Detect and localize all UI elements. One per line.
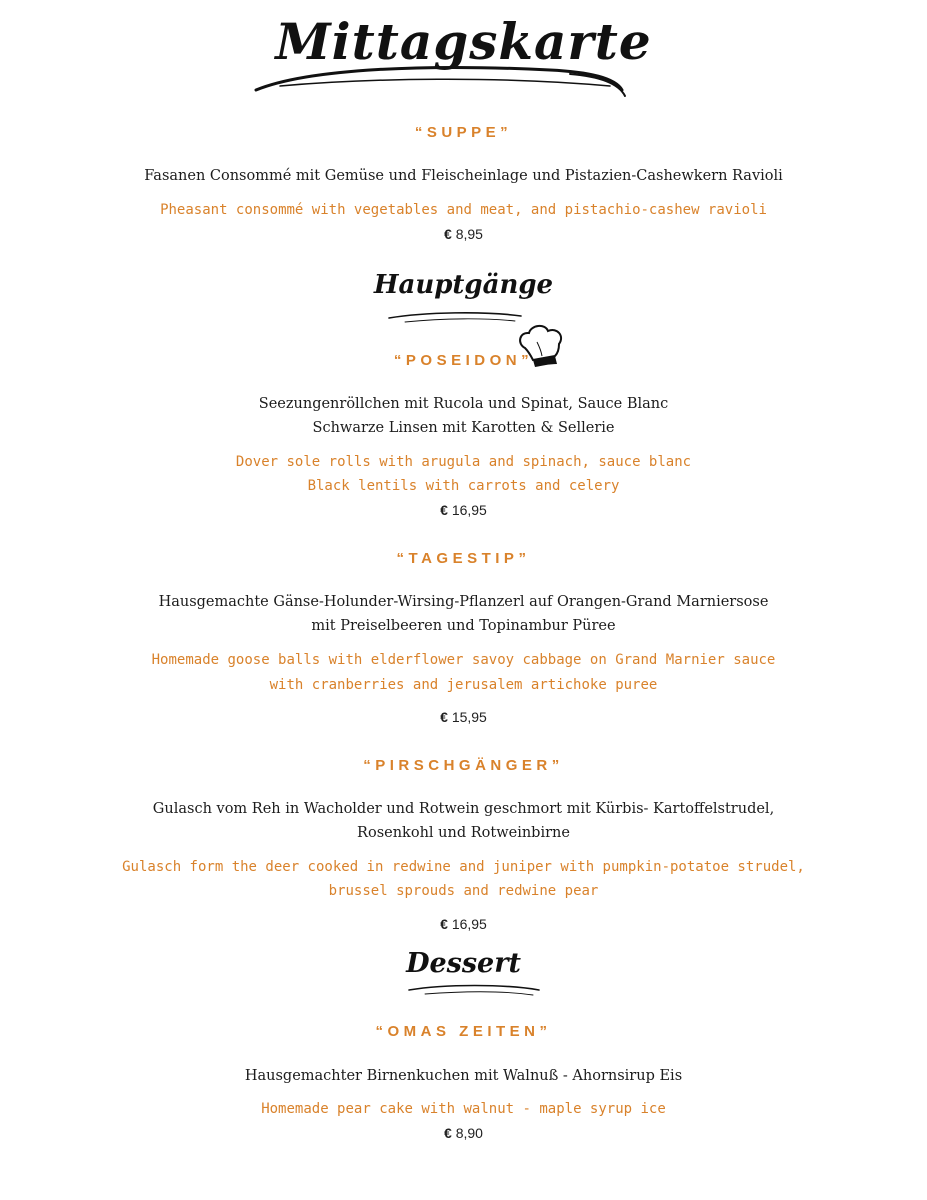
soup-description-de: Fasanen Consommé mit Gemüse und Fleischeinlage und Pistazien-Cashewkern Ravioli bbox=[144, 168, 783, 184]
pirschganger-price bbox=[0, 916, 927, 932]
poseidon-description-de-1: Seezungenröllchen mit Rucola und Spinat, Sauce Blanc bbox=[258, 396, 669, 412]
tagestip-description-en-2: with cranberries and jerusalem artichoke puree bbox=[269, 677, 658, 693]
currency-symbol: € bbox=[440, 709, 448, 725]
poseidon-description-en-1: Dover sole rolls with arugula and spinach, sauce blanc bbox=[235, 454, 692, 470]
price-amount: 8,95 bbox=[455, 226, 483, 242]
dessert-underline-flourish bbox=[405, 980, 545, 1000]
pirschganger-description-en-2: brussel sprouds and redwine pear bbox=[328, 883, 599, 899]
poseidon-description-de-2: Schwarze Linsen mit Karotten & Sellerie bbox=[312, 420, 615, 436]
menu-title: Mittagskarte bbox=[275, 12, 652, 71]
section-heading-soup: “SUPPE” bbox=[414, 124, 513, 141]
tagestip-description-en-1: Homemade goose balls with elderflower savoy cabbage on Grand Marnier sauce bbox=[151, 652, 776, 668]
currency-symbol: € bbox=[444, 1125, 452, 1141]
mains-underline-flourish bbox=[385, 306, 525, 326]
omas-description-de: Hausgemachter Birnenkuchen mit Walnuß - Ahornsirup Eis bbox=[244, 1068, 683, 1084]
poseidon-description-en-2: Black lentils with carrots and celery bbox=[307, 478, 620, 494]
tagestip-price bbox=[0, 709, 927, 725]
currency-symbol: € bbox=[440, 916, 448, 932]
soup-price bbox=[0, 226, 927, 242]
omas-description-en: Homemade pear cake with walnut - maple syrup ice bbox=[261, 1101, 666, 1117]
mains-title: Hauptgänge bbox=[373, 270, 554, 300]
price-amount: 16,95 bbox=[451, 916, 487, 932]
price-amount: 16,95 bbox=[451, 502, 487, 518]
pirschganger-description-en-1: Gulasch form the deer cooked in redwine and juniper with pumpkin-potatoe strudel, bbox=[122, 859, 805, 875]
price-amount: 15,95 bbox=[451, 709, 487, 725]
soup-description-en: Pheasant consommé with vegetables and meat, and pistachio-cashew ravioli bbox=[160, 202, 767, 218]
section-heading-omas-zeiten: “OMAS ZEITEN” bbox=[375, 1023, 552, 1040]
section-heading-tagestip: “TAGESTIP” bbox=[396, 550, 531, 567]
price-amount: 8,90 bbox=[455, 1125, 483, 1141]
title-underline-flourish bbox=[250, 56, 630, 104]
omas-price bbox=[0, 1125, 927, 1141]
poseidon-price bbox=[0, 502, 927, 518]
dessert-title: Dessert bbox=[406, 948, 521, 979]
pirschganger-description-de-2: Rosenkohl und Rotweinbirne bbox=[357, 825, 570, 841]
tagestip-description-de-1: Hausgemachte Gänse-Holunder-Wirsing-Pflanzerl auf Orangen-Grand Marniersose bbox=[158, 594, 769, 610]
pirschganger-description-de-1: Gulasch vom Reh in Wacholder und Rotwein geschmort mit Kürbis- Kartoffelstrudel, bbox=[152, 801, 775, 817]
section-heading-pirschganger: “PIRSCHGÄNGER” bbox=[363, 757, 564, 774]
currency-symbol: € bbox=[440, 502, 448, 518]
currency-symbol: € bbox=[444, 226, 452, 242]
tagestip-description-de-2: mit Preiselbeeren und Topinambur Püree bbox=[311, 618, 616, 634]
section-heading-poseidon: “POSEIDON” bbox=[393, 352, 534, 369]
